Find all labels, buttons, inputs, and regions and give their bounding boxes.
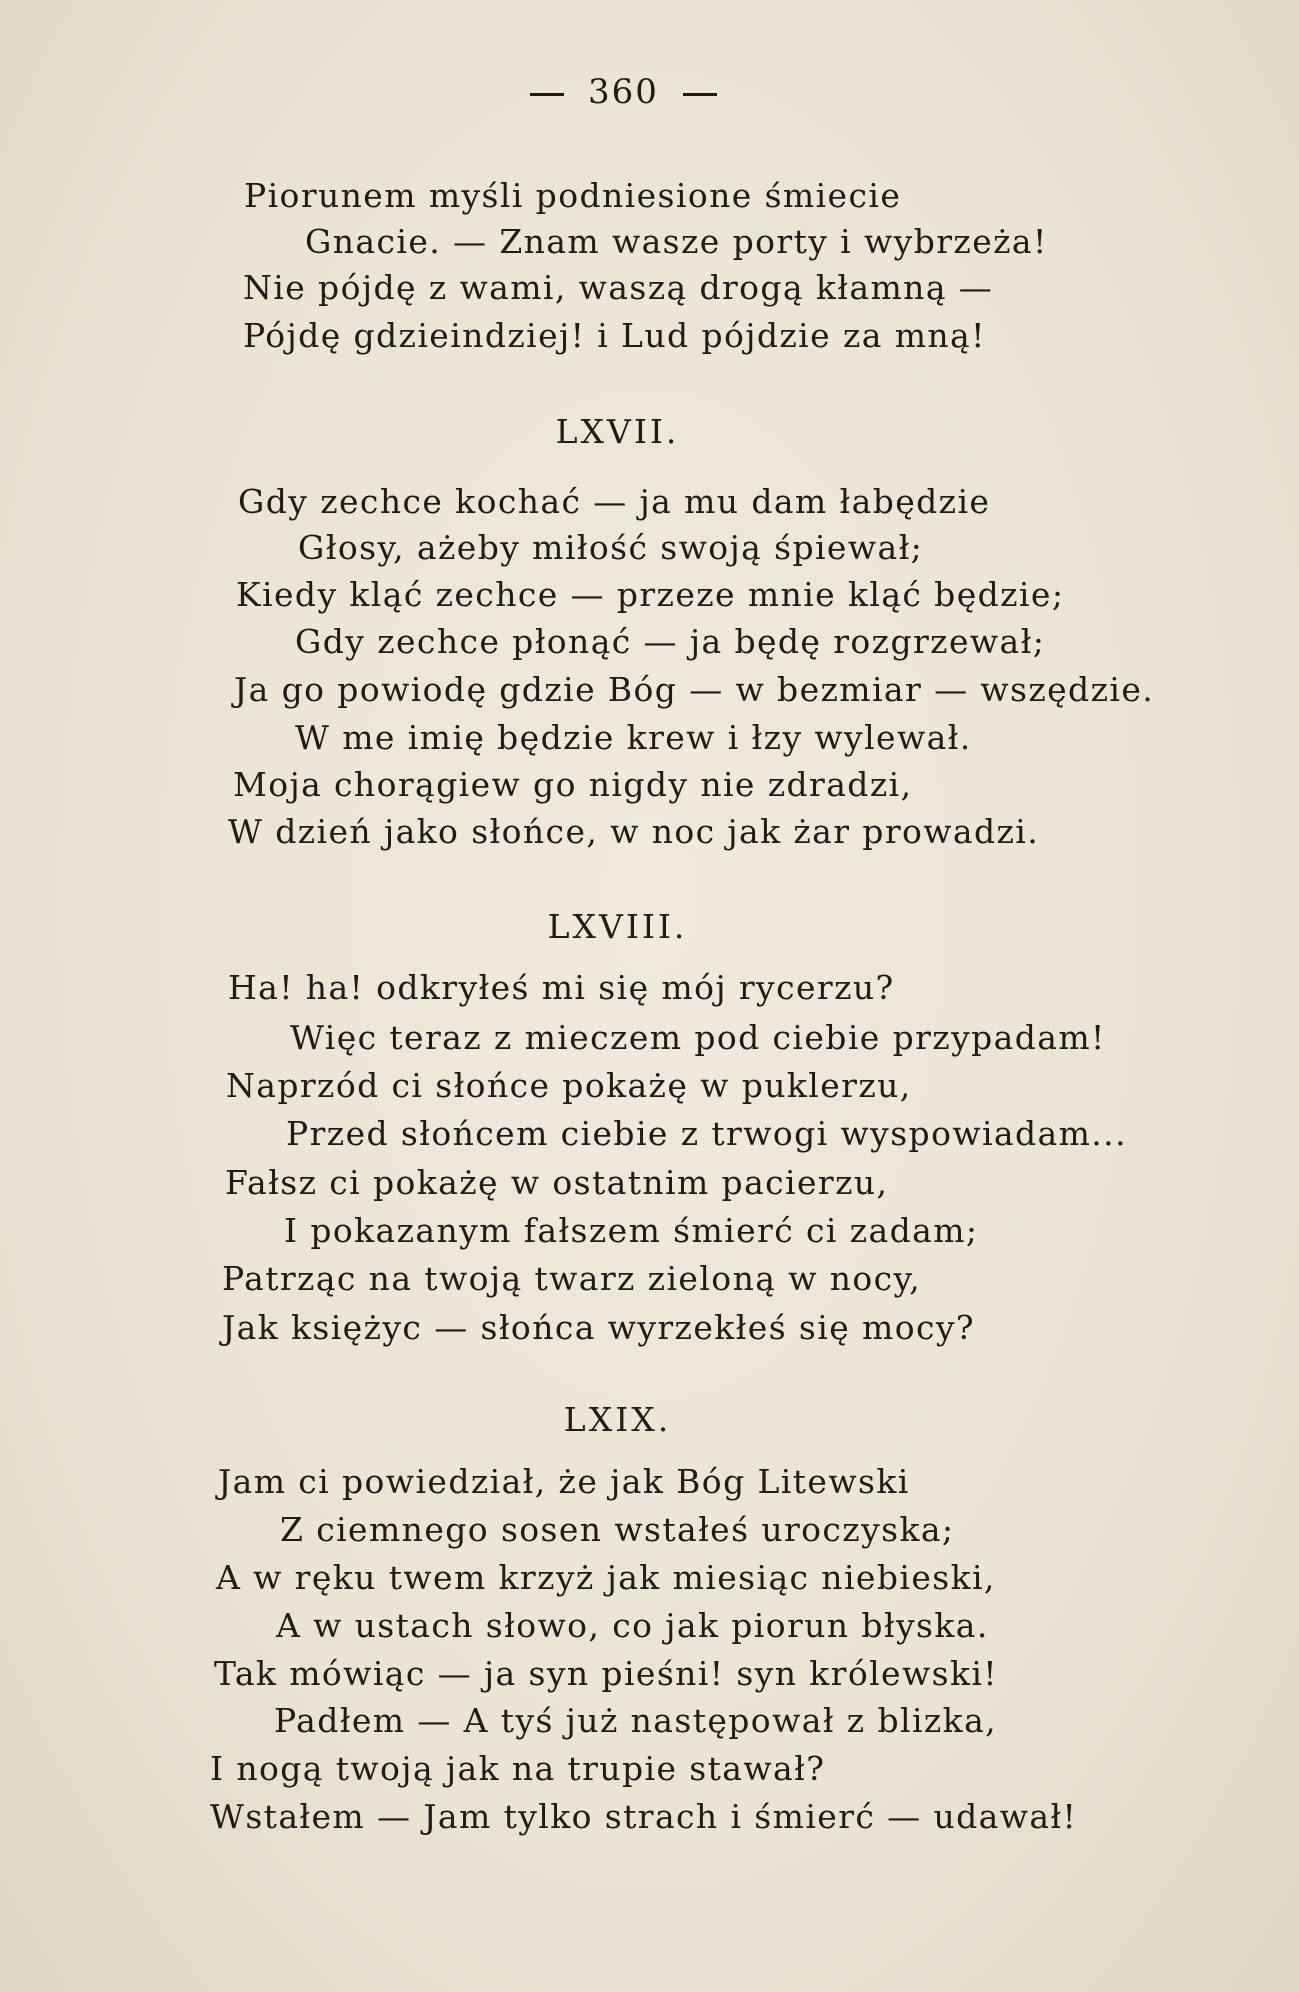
verse-line: A w ręku twem krzyż jak miesiąc niebieski, xyxy=(216,1558,996,1597)
verse-line: Ja go powiodę gdzie Bóg — w bezmiar — wszędzie. xyxy=(234,670,1155,709)
section-heading: LXVIII. xyxy=(547,907,688,946)
verse-line: Z ciemnego sosen wstałeś uroczyska; xyxy=(280,1510,955,1549)
section-heading: LXIX. xyxy=(563,1400,672,1439)
verse-line: Jak księżyc — słońca wyrzekłeś się mocy? xyxy=(222,1308,976,1347)
verse-line: I nogą twoją jak na trupie stawał? xyxy=(210,1749,826,1788)
verse-line: Moja chorągiew go nigdy nie zdradzi, xyxy=(233,765,913,804)
verse-line: A w ustach słowo, co jak piorun błyska. xyxy=(276,1606,989,1645)
verse-line: Gdy zechce płonąć — ja będę rozgrzewał; xyxy=(295,622,1046,661)
verse-line: W dzień jako słońce, w noc jak żar prowadzi. xyxy=(228,812,1040,851)
verse-line: Pójdę gdzieindziej! i Lud pójdzie za mną! xyxy=(243,316,986,355)
page-number-text: 360 xyxy=(588,72,659,112)
verse-line: Gdy zechce kochać — ja mu dam łabędzie xyxy=(238,482,991,521)
verse-line: Wstałem — Jam tylko strach i śmierć — udawał! xyxy=(210,1797,1078,1836)
verse-line: Jam ci powiedział, że jak Bóg Litewski xyxy=(218,1462,910,1501)
verse-line: Patrząc na twoją twarz zieloną w nocy, xyxy=(222,1259,922,1298)
verse-line: Gnacie. — Znam wasze porty i wybrzeża! xyxy=(305,222,1048,261)
verse-line: Padłem — A tyś już następował z blizka, xyxy=(274,1701,998,1740)
verse-line: Ha! ha! odkryłeś mi się mój rycerzu? xyxy=(228,968,895,1007)
verse-line: Tak mówiąc — ja syn pieśni! syn królewski! xyxy=(214,1654,998,1693)
verse-line: W me imię będzie krew i łzy wylewał. xyxy=(295,718,972,757)
verse-line: I pokazanym fałszem śmierć ci zadam; xyxy=(284,1211,979,1250)
section-heading: LXVII. xyxy=(555,412,680,451)
verse-line: Kiedy kląć zechce — przeze mnie kląć będzie; xyxy=(236,575,1065,614)
dash-left xyxy=(530,93,564,96)
page-number xyxy=(0,72,1273,112)
verse-line: Głosy, ażeby miłość swoją śpiewał; xyxy=(298,528,924,567)
verse-line: Piorunem myśli podniesione śmiecie xyxy=(244,176,902,215)
verse-line: Przed słońcem ciebie z trwogi wyspowiadam... xyxy=(286,1114,1127,1153)
verse-line: Naprzód ci słońce pokażę w puklerzu, xyxy=(226,1066,912,1105)
dash-right xyxy=(683,93,717,96)
verse-line: Fałsz ci pokażę w ostatnim pacierzu, xyxy=(225,1163,889,1202)
verse-line: Więc teraz z mieczem pod ciebie przypadam! xyxy=(290,1018,1106,1057)
verse-line: Nie pójdę z wami, waszą drogą kłamną — xyxy=(243,268,994,307)
